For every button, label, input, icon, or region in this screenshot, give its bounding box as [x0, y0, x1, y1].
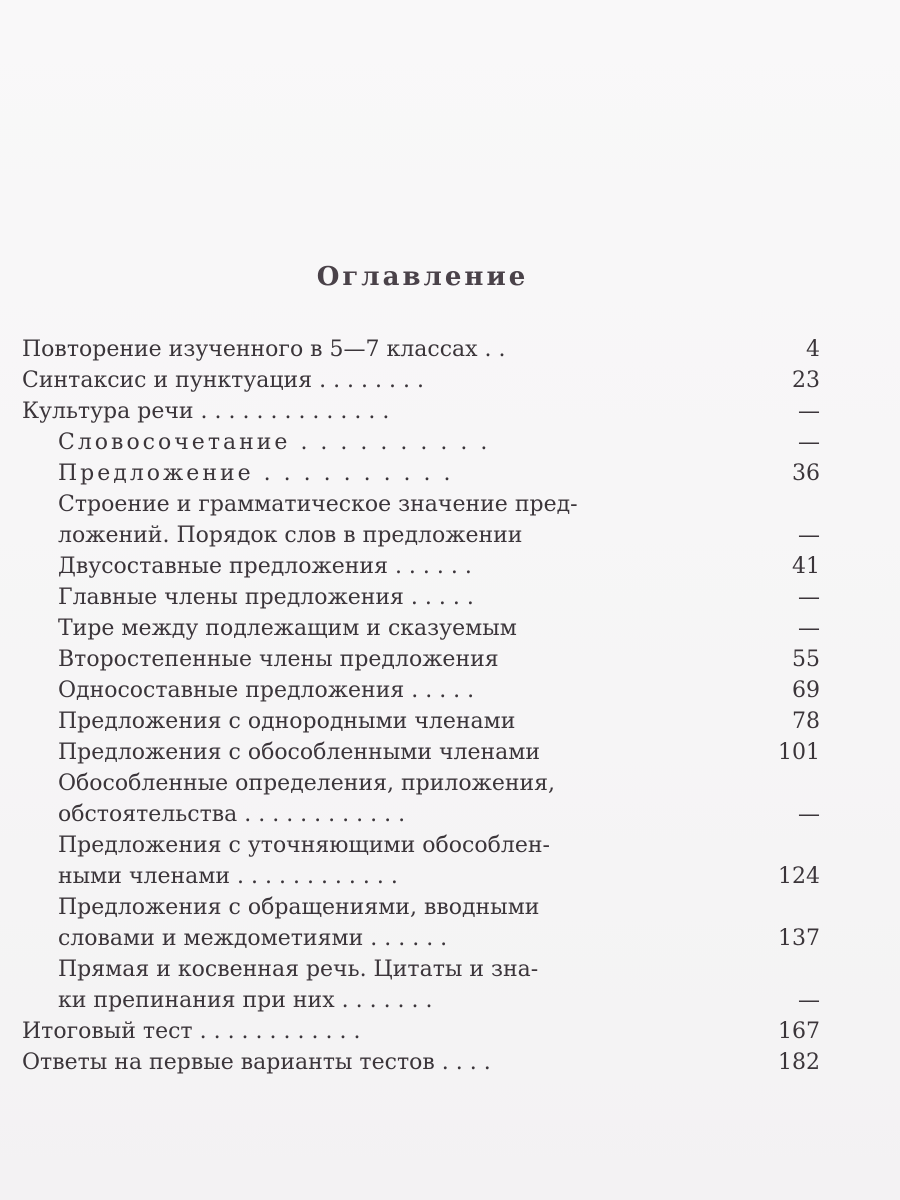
toc-entry-page: 23 [792, 368, 820, 393]
toc-entry-text: Словосочетание . . . . . . . . . . [58, 430, 491, 455]
toc-entry-text: Предложение . . . . . . . . . . [58, 461, 454, 486]
toc-entry-page: 137 [778, 926, 820, 951]
toc-entry-text: Итоговый тест . . . . . . . . . . . . [22, 1019, 361, 1044]
toc-entry-text: Предложения с однородными членами [58, 709, 516, 734]
toc-entry-page: — [798, 802, 820, 827]
toc-entry-text: Двусоставные предложения . . . . . . [58, 554, 472, 579]
toc-entry-text: словами и междометиями . . . . . . [58, 926, 448, 951]
toc-entry-page: — [798, 585, 820, 610]
toc-entry-text: ки препинания при них . . . . . . . [58, 988, 433, 1013]
toc-entry-text: обстоятельства . . . . . . . . . . . . [58, 802, 406, 827]
toc-entry-page: 55 [792, 647, 820, 672]
toc-entry-text: Предложения с обращениями, вводными [58, 895, 540, 920]
toc-entry-text: Тире между подлежащим и сказуемым [58, 616, 517, 641]
page-title: Оглавление [316, 262, 529, 292]
toc-entry-text: Культура речи . . . . . . . . . . . . . . [22, 399, 390, 424]
toc-entry-page: 41 [792, 554, 820, 579]
toc-entry-text: Обособленные определения, приложения, [58, 771, 556, 796]
toc-entry-text: Предложения с обособленными членами [58, 740, 541, 765]
toc-entry-page: — [798, 430, 820, 455]
toc-entry-page: 4 [806, 337, 820, 362]
toc-entry-page: 36 [792, 461, 820, 486]
toc-entry-page: — [798, 616, 820, 641]
toc-entry-text: Односоставные предложения . . . . . [58, 678, 475, 703]
toc-entry-text: Главные члены предложения . . . . . [58, 585, 474, 610]
toc-entry-page: 78 [792, 709, 820, 734]
toc-entry-text: Ответы на первые варианты тестов . . . . [22, 1050, 491, 1075]
toc-entry-text: Второстепенные члены предложения [58, 647, 499, 672]
toc-entry-page: 69 [792, 678, 820, 703]
toc-entry-page: 124 [778, 864, 820, 889]
toc-entry-text: ными членами . . . . . . . . . . . . [58, 864, 398, 889]
toc-entry-page: 167 [778, 1019, 820, 1044]
toc-entry-page: 182 [778, 1050, 820, 1075]
toc-entry-page: 101 [778, 740, 820, 765]
toc-entry-text: Строение и грамматическое значение пред- [58, 492, 578, 517]
toc-entry-text: Синтаксис и пунктуация . . . . . . . . [22, 368, 424, 393]
toc-entry-page: — [798, 988, 820, 1013]
toc-entry-page: — [798, 523, 820, 548]
toc-entry-text: Предложения с уточняющими обособлен- [58, 833, 550, 858]
toc-entry-page: — [798, 399, 820, 424]
toc-entry-text: Повторение изученного в 5—7 классах . . [22, 337, 506, 362]
toc-entry-text: ложений. Порядок слов в предложении [58, 523, 523, 548]
toc-entry-text: Прямая и косвенная речь. Цитаты и зна- [58, 957, 539, 982]
